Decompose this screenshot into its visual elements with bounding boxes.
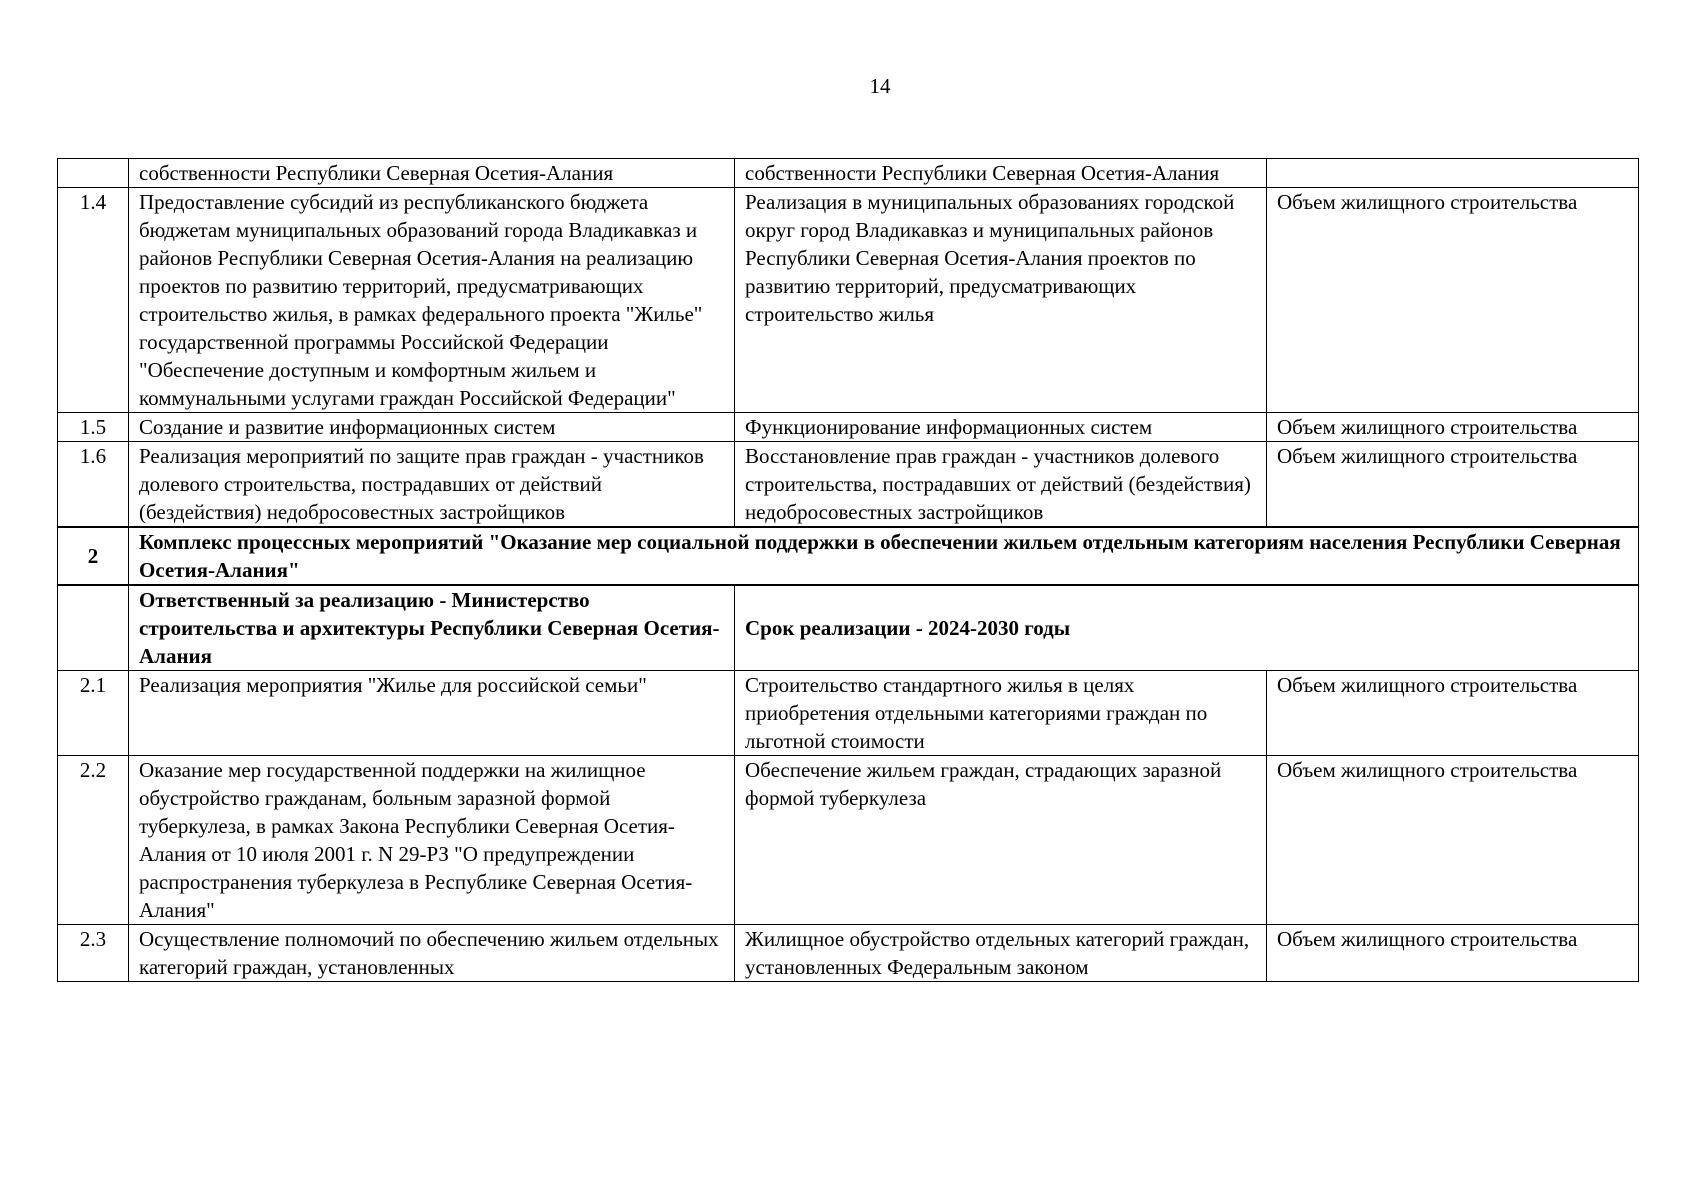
row-number: 2.2 — [58, 756, 129, 925]
task-cell: Оказание мер государственной поддержки на жилищное обустройство гражданам, больным заразной формой туберкулеза, в рамках Закона Республики Северная Осетия-Алания от 10 июля 2001 г. N 29-РЗ "О предупреждении распространения туберкулеза в Республике Северная Осетия-Алания" — [129, 756, 735, 925]
row-number — [58, 585, 129, 671]
indicator-cell: Объем жилищного строительства — [1267, 671, 1639, 756]
section-number: 2 — [58, 527, 129, 585]
indicator-cell: Объем жилищного строительства — [1267, 925, 1639, 982]
table-row — [58, 159, 1639, 188]
task-cell: Реализация мероприятия "Жилье для российской семьи" — [129, 671, 735, 756]
indicator-cell: Объем жилищного строительства — [1267, 188, 1639, 413]
task-cell: Создание и развитие информационных систем — [129, 413, 735, 442]
table-row — [58, 413, 1639, 442]
table-row — [58, 756, 1639, 925]
row-number: 2.3 — [58, 925, 129, 982]
indicator-cell: Объем жилищного строительства — [1267, 756, 1639, 925]
term-cell: Срок реализации - 2024-2030 годы — [735, 585, 1639, 671]
table-row — [58, 925, 1639, 982]
responsible-cell: Ответственный за реализацию - Министерство строительства и архитектуры Республики Северная Осетия-Алания — [129, 585, 735, 671]
task-cell: Осуществление полномочий по обеспечению жильем отдельных категорий граждан, установленных — [129, 925, 735, 982]
result-cell: собственности Республики Северная Осетия-Алания — [735, 159, 1267, 188]
result-cell: Строительство стандартного жилья в целях приобретения отдельными категориями граждан по льготной стоимости — [735, 671, 1267, 756]
table-row — [58, 188, 1639, 413]
row-number: 1.4 — [58, 188, 129, 413]
indicator-cell: Объем жилищного строительства — [1267, 413, 1639, 442]
responsible-row — [58, 585, 1639, 671]
task-cell: Реализация мероприятий по защите прав граждан - участников долевого строительства, пострадавших от действий (бездействия) недобросовестных застройщиков — [129, 442, 735, 528]
page-number: 14 — [869, 74, 891, 98]
section-title: Комплекс процессных мероприятий "Оказание мер социальной поддержки в обеспечении жильем отдельным категориям населения Республики Северная Осетия-Алания" — [129, 527, 1639, 585]
result-cell: Обеспечение жильем граждан, страдающих заразной формой туберкулеза — [735, 756, 1267, 925]
indicator-cell — [1267, 159, 1639, 188]
measures-table — [57, 158, 1639, 982]
result-cell: Функционирование информационных систем — [735, 413, 1267, 442]
result-cell: Восстановление прав граждан - участников долевого строительства, пострадавших от действий (бездействия) недобросовестных застройщиков — [735, 442, 1267, 528]
table-row — [58, 671, 1639, 756]
table-row — [58, 442, 1639, 528]
row-number: 1.6 — [58, 442, 129, 528]
row-number: 1.5 — [58, 413, 129, 442]
row-number — [58, 159, 129, 188]
task-cell: Предоставление субсидий из республиканского бюджета бюджетам муниципальных образований города Владикавказ и районов Республики Северная Осетия-Алания на реализацию проектов по развитию территорий, предусматривающих строительство жилья, в рамках федерального проекта "Жилье" государственной программы Российской Федерации "Обеспечение доступным и комфортным жильем и коммунальными услугами граждан Российской Федерации" — [129, 188, 735, 413]
section-header-row — [58, 527, 1639, 585]
row-number: 2.1 — [58, 671, 129, 756]
indicator-cell: Объем жилищного строительства — [1267, 442, 1639, 528]
task-cell: собственности Республики Северная Осетия-Алания — [129, 159, 735, 188]
result-cell: Жилищное обустройство отдельных категорий граждан, установленных Федеральным законом — [735, 925, 1267, 982]
result-cell: Реализация в муниципальных образованиях городской округ город Владикавказ и муниципальных районов Республики Северная Осетия-Алания проектов по развитию территорий, предусматривающих строительство жилья — [735, 188, 1267, 413]
